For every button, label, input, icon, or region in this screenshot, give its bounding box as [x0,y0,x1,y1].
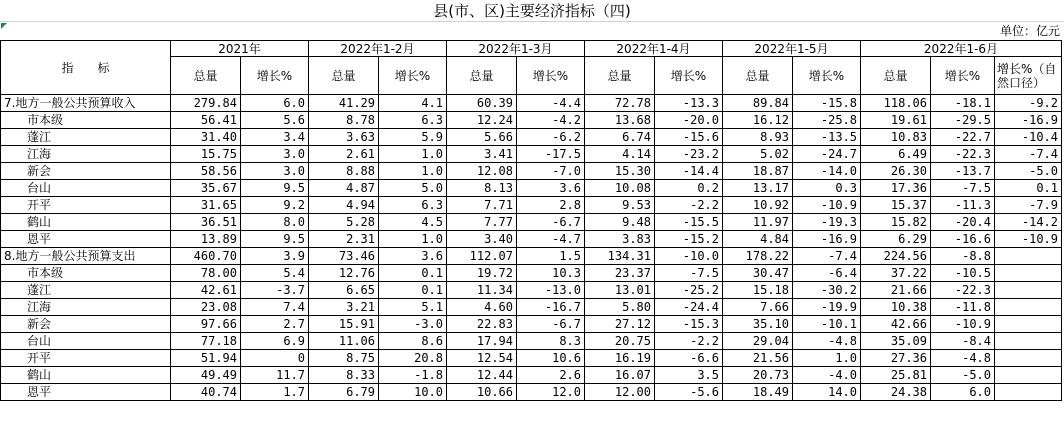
data-cell[interactable]: -17.5 [517,146,585,163]
data-cell[interactable]: 279.84 [171,95,241,112]
data-cell[interactable]: 16.07 [585,367,655,384]
data-cell[interactable]: -9.2 [995,95,1062,112]
data-cell[interactable]: 2.6 [517,367,585,384]
data-cell[interactable]: -2.2 [655,333,723,350]
data-cell[interactable]: 41.29 [309,95,379,112]
economic-indicator-table [0,40,1062,401]
data-cell[interactable]: 25.81 [861,367,931,384]
table-row [1,282,1062,299]
data-cell[interactable]: -10.4 [995,129,1062,146]
data-cell[interactable]: 35.10 [723,316,793,333]
row-label[interactable]: 鹤山 [1,367,171,384]
table-row [1,112,1062,129]
data-cell[interactable]: -6.2 [517,129,585,146]
table-row [1,214,1062,231]
row-label[interactable]: 开平 [1,197,171,214]
growth-header: 增长% [793,57,861,95]
data-cell[interactable]: 56.41 [171,112,241,129]
data-cell[interactable] [995,384,1062,401]
row-label[interactable]: 开平 [1,350,171,367]
data-cell[interactable]: -13.0 [517,282,585,299]
data-cell[interactable]: -14.2 [995,214,1062,231]
data-cell[interactable]: 3.63 [309,129,379,146]
table-row [1,299,1062,316]
data-cell[interactable]: -7.0 [517,163,585,180]
data-cell[interactable]: -25.8 [793,112,861,129]
data-cell[interactable]: -4.8 [793,333,861,350]
data-cell[interactable]: 10.3 [517,265,585,282]
data-cell[interactable]: 20.73 [723,367,793,384]
data-cell[interactable]: -10.1 [793,316,861,333]
data-cell[interactable]: -16.9 [793,231,861,248]
period-header: 2022年1-6月 [861,41,1062,57]
data-cell[interactable]: 37.22 [861,265,931,282]
data-cell[interactable]: 14.0 [793,384,861,401]
data-cell[interactable]: 6.79 [309,384,379,401]
data-cell[interactable]: 4.84 [723,231,793,248]
data-cell[interactable]: 4.94 [309,197,379,214]
data-cell[interactable]: 5.80 [585,299,655,316]
data-cell[interactable]: 5.02 [723,146,793,163]
data-cell[interactable]: 77.18 [171,333,241,350]
data-cell[interactable]: 24.38 [861,384,931,401]
data-cell[interactable]: 6.3 [379,197,447,214]
data-cell[interactable]: 5.0 [379,180,447,197]
data-cell[interactable]: 21.66 [861,282,931,299]
data-cell[interactable]: 36.51 [171,214,241,231]
data-cell[interactable]: -5.6 [655,384,723,401]
page-title: 县(市、区)主要经济指标（四) [433,2,631,20]
data-cell[interactable]: -18.1 [931,95,995,112]
data-cell[interactable]: 17.36 [861,180,931,197]
data-cell[interactable]: 23.37 [585,265,655,282]
row-label[interactable]: 7.地方一般公共预算收入 [1,95,171,112]
data-cell[interactable]: -4.2 [517,112,585,129]
data-cell[interactable]: 15.18 [723,282,793,299]
data-cell[interactable]: 58.56 [171,163,241,180]
data-cell[interactable]: 0.1 [379,282,447,299]
data-cell[interactable]: 19.72 [447,265,517,282]
data-cell[interactable]: 1.0 [379,231,447,248]
row-label[interactable]: 新会 [1,316,171,333]
data-cell[interactable]: 6.29 [861,231,931,248]
data-cell[interactable]: -30.2 [793,282,861,299]
data-cell[interactable]: -7.5 [655,265,723,282]
data-cell[interactable]: 12.44 [447,367,517,384]
data-cell[interactable]: 0 [241,350,309,367]
data-cell[interactable]: -10.9 [931,316,995,333]
data-cell[interactable]: -6.7 [517,214,585,231]
data-cell[interactable]: -8.4 [931,333,995,350]
data-cell[interactable]: 7.71 [447,197,517,214]
data-cell[interactable]: 3.6 [517,180,585,197]
data-cell[interactable]: 12.24 [447,112,517,129]
growth-header: 增长% [655,57,723,95]
data-cell[interactable]: 6.0 [931,384,995,401]
data-cell[interactable]: 22.83 [447,316,517,333]
total-header: 总量 [585,57,655,95]
data-cell[interactable]: 1.7 [241,384,309,401]
data-cell[interactable]: -14.0 [793,163,861,180]
total-header: 总量 [723,57,793,95]
data-cell[interactable]: -7.9 [995,197,1062,214]
data-cell[interactable] [995,316,1062,333]
data-cell[interactable]: -15.8 [793,95,861,112]
data-cell[interactable]: -7.5 [931,180,995,197]
data-cell[interactable]: 16.19 [585,350,655,367]
title-divider [0,21,1064,22]
period-header: 2021年 [171,41,309,57]
data-cell[interactable]: 1.0 [379,146,447,163]
data-cell[interactable]: -13.7 [931,163,995,180]
data-cell[interactable]: -19.9 [793,299,861,316]
data-cell[interactable]: 27.36 [861,350,931,367]
table-row [1,129,1062,146]
data-cell[interactable]: -10.9 [793,197,861,214]
data-cell[interactable]: 2.61 [309,146,379,163]
data-cell[interactable] [995,282,1062,299]
data-cell[interactable]: 3.6 [379,248,447,265]
data-cell[interactable]: 12.54 [447,350,517,367]
table-row [1,350,1062,367]
data-cell[interactable]: 8.6 [379,333,447,350]
data-cell[interactable]: -10.0 [655,248,723,265]
data-cell[interactable]: -25.2 [655,282,723,299]
growth-header: 增长% [931,57,995,95]
data-cell[interactable]: 42.66 [861,316,931,333]
row-label[interactable]: 恩平 [1,231,171,248]
table-row [1,95,1062,112]
row-label[interactable]: 鹤山 [1,214,171,231]
data-cell[interactable]: -3.0 [379,316,447,333]
table-row [1,248,1062,265]
data-cell[interactable]: 4.1 [379,95,447,112]
data-cell[interactable]: -5.0 [931,367,995,384]
data-cell[interactable]: 2.7 [241,316,309,333]
period-header: 2022年1-5月 [723,41,861,57]
data-cell[interactable]: 11.34 [447,282,517,299]
data-cell[interactable]: 6.74 [585,129,655,146]
data-cell[interactable]: 5.66 [447,129,517,146]
data-cell[interactable]: -8.8 [931,248,995,265]
data-cell[interactable]: 42.61 [171,282,241,299]
data-cell[interactable]: -16.9 [995,112,1062,129]
data-cell[interactable]: -22.3 [931,282,995,299]
data-cell[interactable]: 17.94 [447,333,517,350]
data-cell[interactable]: 60.39 [447,95,517,112]
data-cell[interactable]: 15.75 [171,146,241,163]
data-cell[interactable]: 460.70 [171,248,241,265]
data-cell[interactable]: 134.31 [585,248,655,265]
data-cell[interactable]: -3.7 [241,282,309,299]
data-cell[interactable]: -23.2 [655,146,723,163]
data-cell[interactable]: 6.3 [379,112,447,129]
table-row [1,146,1062,163]
row-label[interactable]: 蓬江 [1,282,171,299]
table-row [1,384,1062,401]
data-cell[interactable]: 30.47 [723,265,793,282]
table-row [1,316,1062,333]
data-cell[interactable]: 118.06 [861,95,931,112]
row-label[interactable]: 市本级 [1,265,171,282]
data-cell[interactable]: 9.5 [241,180,309,197]
data-cell[interactable]: -4.4 [517,95,585,112]
total-header: 总量 [447,57,517,95]
data-cell[interactable]: 0.2 [655,180,723,197]
table-row [1,163,1062,180]
data-cell[interactable]: 8.93 [723,129,793,146]
table-row [1,333,1062,350]
data-cell[interactable]: -4.8 [931,350,995,367]
data-cell[interactable]: -14.4 [655,163,723,180]
data-cell[interactable]: 10.83 [861,129,931,146]
data-cell[interactable]: 8.33 [309,367,379,384]
data-cell[interactable]: 31.40 [171,129,241,146]
data-cell[interactable]: 35.67 [171,180,241,197]
data-cell[interactable]: -2.2 [655,197,723,214]
data-cell[interactable]: 8.78 [309,112,379,129]
unit-label: 单位：亿元 [999,24,1060,38]
data-cell[interactable]: -11.8 [931,299,995,316]
data-cell[interactable]: 1.5 [517,248,585,265]
data-cell[interactable]: 13.68 [585,112,655,129]
data-cell[interactable]: 1.0 [793,350,861,367]
data-cell[interactable]: 18.49 [723,384,793,401]
data-cell[interactable]: 9.5 [241,231,309,248]
period-header: 2022年1-2月 [309,41,447,57]
data-cell[interactable]: 4.5 [379,214,447,231]
data-cell[interactable]: 6.65 [309,282,379,299]
data-cell[interactable]: 3.83 [585,231,655,248]
growth-natural-header: 增长%（自然口径） [995,57,1062,95]
data-cell[interactable]: 12.76 [309,265,379,282]
data-cell[interactable]: 15.82 [861,214,931,231]
data-cell[interactable]: 13.01 [585,282,655,299]
data-cell[interactable]: -6.6 [655,350,723,367]
total-header: 总量 [861,57,931,95]
data-cell[interactable]: 7.66 [723,299,793,316]
data-cell[interactable]: 15.30 [585,163,655,180]
data-cell[interactable]: 5.6 [241,112,309,129]
data-cell[interactable]: -6.7 [517,316,585,333]
data-cell[interactable]: 5.1 [379,299,447,316]
data-cell[interactable]: 23.08 [171,299,241,316]
table-row [1,231,1062,248]
data-cell[interactable]: 112.07 [447,248,517,265]
data-cell[interactable]: 10.6 [517,350,585,367]
row-label[interactable]: 蓬江 [1,129,171,146]
data-cell[interactable]: 9.48 [585,214,655,231]
data-cell[interactable]: 8.75 [309,350,379,367]
data-cell[interactable]: 3.5 [655,367,723,384]
data-cell[interactable]: -4.7 [517,231,585,248]
data-cell[interactable]: 15.91 [309,316,379,333]
data-cell[interactable]: 20.8 [379,350,447,367]
data-cell[interactable]: 3.40 [447,231,517,248]
data-cell[interactable]: -5.0 [995,163,1062,180]
indicator-header: 指 标 [1,41,171,95]
table-row [1,265,1062,282]
data-cell[interactable]: 6.49 [861,146,931,163]
table-row [1,197,1062,214]
data-cell[interactable]: 4.14 [585,146,655,163]
data-cell[interactable]: 78.00 [171,265,241,282]
data-cell[interactable]: -6.4 [793,265,861,282]
data-cell[interactable]: 3.0 [241,163,309,180]
data-cell[interactable]: 3.9 [241,248,309,265]
data-cell[interactable]: 16.12 [723,112,793,129]
data-cell[interactable]: 1.0 [379,163,447,180]
header-row-periods [1,41,1062,57]
cell-marker-icon [1,23,7,29]
data-cell[interactable]: -20.0 [655,112,723,129]
data-cell[interactable]: 10.08 [585,180,655,197]
data-cell[interactable]: -13.3 [655,95,723,112]
total-header: 总量 [171,57,241,95]
data-cell[interactable]: 11.97 [723,214,793,231]
data-cell[interactable]: 6.9 [241,333,309,350]
row-label[interactable]: 市本级 [1,112,171,129]
data-cell[interactable]: 9.53 [585,197,655,214]
data-cell[interactable]: 12.0 [517,384,585,401]
data-cell[interactable]: 21.56 [723,350,793,367]
row-label[interactable]: 台山 [1,333,171,350]
data-cell[interactable]: 10.0 [379,384,447,401]
data-cell[interactable]: 8.3 [517,333,585,350]
data-cell[interactable]: -7.4 [995,146,1062,163]
data-cell[interactable]: 13.17 [723,180,793,197]
row-label[interactable]: 8.地方一般公共预算支出 [1,248,171,265]
data-cell[interactable]: 0.1 [995,180,1062,197]
data-cell[interactable]: -22.7 [931,129,995,146]
growth-header: 增长% [517,57,585,95]
data-cell[interactable]: 40.74 [171,384,241,401]
data-cell[interactable]: 3.21 [309,299,379,316]
data-cell[interactable]: 29.04 [723,333,793,350]
data-cell[interactable]: 5.28 [309,214,379,231]
data-cell[interactable]: -10.5 [931,265,995,282]
data-cell[interactable]: 5.4 [241,265,309,282]
data-cell[interactable]: 31.65 [171,197,241,214]
data-cell[interactable]: 0.1 [379,265,447,282]
data-cell[interactable]: 8.88 [309,163,379,180]
data-cell[interactable]: 13.89 [171,231,241,248]
data-cell[interactable]: -19.3 [793,214,861,231]
data-cell[interactable]: -29.5 [931,112,995,129]
total-header: 总量 [309,57,379,95]
growth-header: 增长% [379,57,447,95]
data-cell[interactable]: 10.66 [447,384,517,401]
data-cell[interactable]: 72.78 [585,95,655,112]
data-cell[interactable]: 49.49 [171,367,241,384]
data-cell[interactable] [995,350,1062,367]
data-cell[interactable]: 19.61 [861,112,931,129]
data-cell[interactable]: -20.4 [931,214,995,231]
data-cell[interactable]: -16.6 [931,231,995,248]
data-cell[interactable]: -1.8 [379,367,447,384]
period-header: 2022年1-4月 [585,41,723,57]
table-row [1,367,1062,384]
data-cell[interactable]: 73.46 [309,248,379,265]
data-cell[interactable]: 8.0 [241,214,309,231]
data-cell[interactable]: 7.77 [447,214,517,231]
data-cell[interactable]: 0.3 [793,180,861,197]
data-cell[interactable]: -15.2 [655,231,723,248]
data-cell[interactable]: -24.7 [793,146,861,163]
data-cell[interactable]: -16.7 [517,299,585,316]
data-cell[interactable]: 12.00 [585,384,655,401]
growth-header: 增长% [241,57,309,95]
data-cell[interactable]: 4.87 [309,180,379,197]
data-cell[interactable]: 2.8 [517,197,585,214]
data-cell[interactable] [995,299,1062,316]
data-cell[interactable]: 51.94 [171,350,241,367]
table-row [1,180,1062,197]
data-cell[interactable]: 4.60 [447,299,517,316]
data-cell[interactable] [995,248,1062,265]
row-label[interactable]: 江海 [1,299,171,316]
data-cell[interactable]: 7.4 [241,299,309,316]
row-label[interactable]: 恩平 [1,384,171,401]
data-cell[interactable]: 3.41 [447,146,517,163]
data-cell[interactable]: -10.9 [995,231,1062,248]
data-cell[interactable]: 11.06 [309,333,379,350]
data-cell[interactable]: 35.09 [861,333,931,350]
data-cell[interactable]: 27.12 [585,316,655,333]
data-cell[interactable] [995,265,1062,282]
data-cell[interactable]: 5.9 [379,129,447,146]
data-cell[interactable]: -4.0 [793,367,861,384]
data-cell[interactable]: 26.30 [861,163,931,180]
data-cell[interactable]: -24.4 [655,299,723,316]
data-cell[interactable]: 10.38 [861,299,931,316]
data-cell[interactable]: 178.22 [723,248,793,265]
data-cell[interactable]: 20.75 [585,333,655,350]
row-label[interactable]: 台山 [1,180,171,197]
data-cell[interactable]: 12.08 [447,163,517,180]
data-cell[interactable]: 89.84 [723,95,793,112]
data-cell[interactable]: 6.0 [241,95,309,112]
period-header: 2022年1-3月 [447,41,585,57]
data-cell[interactable]: 15.37 [861,197,931,214]
data-cell[interactable]: -11.3 [931,197,995,214]
data-cell[interactable]: -15.6 [655,129,723,146]
data-cell[interactable]: 11.7 [241,367,309,384]
data-cell[interactable]: -13.5 [793,129,861,146]
row-label[interactable]: 江海 [1,146,171,163]
data-cell[interactable]: 18.87 [723,163,793,180]
data-cell[interactable]: 224.56 [861,248,931,265]
data-cell[interactable]: 10.92 [723,197,793,214]
data-cell[interactable] [995,333,1062,350]
data-cell[interactable]: 9.2 [241,197,309,214]
data-cell[interactable]: 2.31 [309,231,379,248]
data-cell[interactable]: 8.13 [447,180,517,197]
data-cell[interactable]: 97.66 [171,316,241,333]
data-cell[interactable]: -22.3 [931,146,995,163]
data-cell[interactable]: -7.4 [793,248,861,265]
data-cell[interactable]: -15.3 [655,316,723,333]
data-cell[interactable]: -15.5 [655,214,723,231]
data-cell[interactable]: 3.4 [241,129,309,146]
data-cell[interactable]: 3.0 [241,146,309,163]
data-cell[interactable] [995,367,1062,384]
row-label[interactable]: 新会 [1,163,171,180]
